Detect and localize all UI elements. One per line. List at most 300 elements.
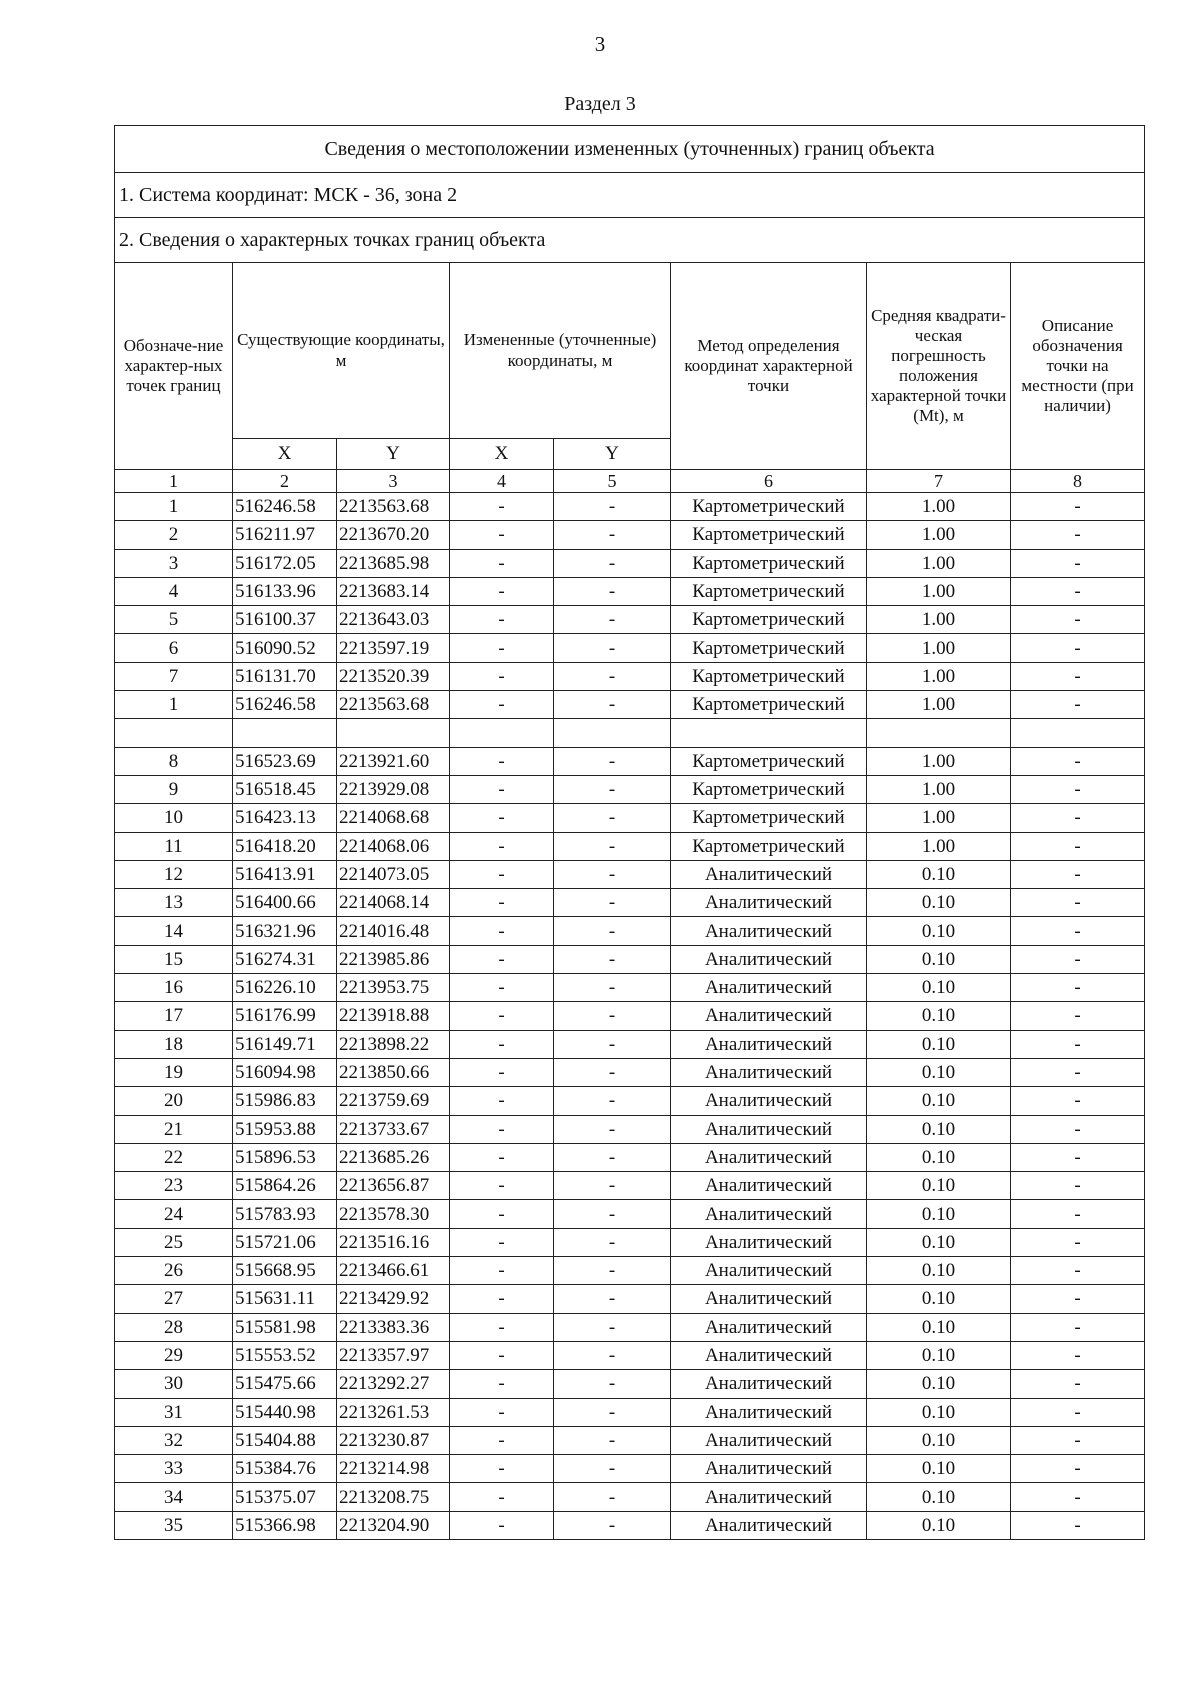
accuracy-mt-cell: 0.10: [867, 1200, 1011, 1228]
table-row: [115, 1002, 1145, 1030]
changed-y-cell: -: [554, 577, 671, 605]
method-cell: Картометрический: [671, 521, 867, 549]
changed-x-cell: -: [450, 1370, 554, 1398]
accuracy-mt-cell: 0.10: [867, 889, 1011, 917]
changed-x-cell: -: [450, 1313, 554, 1341]
accuracy-mt-cell: 0.10: [867, 1426, 1011, 1454]
description-cell: -: [1011, 1200, 1145, 1228]
accuracy-mt-cell: 1.00: [867, 662, 1011, 690]
description-cell: -: [1011, 634, 1145, 662]
description-cell: -: [1011, 1455, 1145, 1483]
table-row: [115, 577, 1145, 605]
table-row: [115, 804, 1145, 832]
changed-x-cell: -: [450, 549, 554, 577]
description-cell: -: [1011, 1511, 1145, 1539]
column-numbers-row: [115, 470, 1145, 493]
point-number-cell: 24: [115, 1200, 233, 1228]
description-cell: -: [1011, 1058, 1145, 1086]
description-cell: -: [1011, 549, 1145, 577]
existing-x-cell: 516211.97: [233, 521, 337, 549]
existing-y-cell: 2213204.90: [337, 1511, 450, 1539]
description-cell: -: [1011, 521, 1145, 549]
header-existing-coords: Существующие координаты, м: [233, 263, 450, 439]
existing-x-cell: 515440.98: [233, 1398, 337, 1426]
changed-y-cell: -: [554, 1426, 671, 1454]
table-row: [115, 1087, 1145, 1115]
description-cell: -: [1011, 493, 1145, 521]
description-cell: -: [1011, 1370, 1145, 1398]
existing-y-cell: 2213921.60: [337, 747, 450, 775]
empty-cell: [554, 719, 671, 747]
description-cell: -: [1011, 1143, 1145, 1171]
table-row: [115, 1483, 1145, 1511]
changed-x-cell: -: [450, 1398, 554, 1426]
accuracy-mt-cell: 0.10: [867, 1398, 1011, 1426]
header-changed-coords: Измененные (уточненные) координаты, м: [450, 263, 671, 439]
existing-y-cell: 2214073.05: [337, 860, 450, 888]
existing-x-cell: 516418.20: [233, 832, 337, 860]
changed-x-cell: -: [450, 1483, 554, 1511]
changed-y-cell: -: [554, 1200, 671, 1228]
changed-y-cell: -: [554, 1370, 671, 1398]
accuracy-mt-cell: 1.00: [867, 775, 1011, 803]
accuracy-mt-cell: 1.00: [867, 634, 1011, 662]
accuracy-mt-cell: 0.10: [867, 1313, 1011, 1341]
existing-x-cell: 516131.70: [233, 662, 337, 690]
changed-x-cell: -: [450, 1172, 554, 1200]
method-cell: Аналитический: [671, 1313, 867, 1341]
header-accuracy: Средняя квадрати-ческая погрешность положения характерной точки (Mt), м: [867, 263, 1011, 470]
accuracy-mt-cell: 0.10: [867, 1002, 1011, 1030]
description-cell: -: [1011, 1285, 1145, 1313]
changed-y-cell: -: [554, 1172, 671, 1200]
changed-x-cell: -: [450, 691, 554, 719]
description-cell: -: [1011, 1341, 1145, 1369]
method-cell: Аналитический: [671, 1370, 867, 1398]
existing-y-cell: 2213733.67: [337, 1115, 450, 1143]
empty-cell: [867, 719, 1011, 747]
method-cell: Аналитический: [671, 1285, 867, 1313]
method-cell: Аналитический: [671, 945, 867, 973]
existing-y-cell: 2213670.20: [337, 521, 450, 549]
changed-y-cell: -: [554, 1228, 671, 1256]
table-row: [115, 860, 1145, 888]
changed-x-cell: -: [450, 577, 554, 605]
existing-x-cell: 516400.66: [233, 889, 337, 917]
method-cell: Картометрический: [671, 662, 867, 690]
point-number-cell: 29: [115, 1341, 233, 1369]
accuracy-mt-cell: 0.10: [867, 1030, 1011, 1058]
existing-y-cell: 2213918.88: [337, 1002, 450, 1030]
description-cell: -: [1011, 1002, 1145, 1030]
table-row: [115, 974, 1145, 1002]
existing-y-cell: 2213685.98: [337, 549, 450, 577]
method-cell: Аналитический: [671, 1115, 867, 1143]
accuracy-mt-cell: 0.10: [867, 1115, 1011, 1143]
changed-y-cell: -: [554, 917, 671, 945]
page-number: 3: [594, 32, 606, 56]
table-row: [115, 662, 1145, 690]
existing-x-cell: 516133.96: [233, 577, 337, 605]
existing-x-cell: 516274.31: [233, 945, 337, 973]
method-cell: Аналитический: [671, 1087, 867, 1115]
table-row: [115, 775, 1145, 803]
changed-x-cell: -: [450, 1030, 554, 1058]
existing-y-cell: 2213520.39: [337, 662, 450, 690]
method-cell: Аналитический: [671, 1172, 867, 1200]
method-cell: Аналитический: [671, 1398, 867, 1426]
empty-cell: [1011, 719, 1145, 747]
header-method: Метод определения координат характерной точки: [671, 263, 867, 470]
changed-x-cell: -: [450, 775, 554, 803]
changed-y-cell: -: [554, 606, 671, 634]
changed-x-cell: -: [450, 747, 554, 775]
changed-y-cell: -: [554, 860, 671, 888]
existing-x-cell: 516423.13: [233, 804, 337, 832]
changed-y-cell: -: [554, 1030, 671, 1058]
existing-x-cell: 515864.26: [233, 1172, 337, 1200]
accuracy-mt-cell: 1.00: [867, 521, 1011, 549]
table-row: [115, 832, 1145, 860]
changed-x-cell: -: [450, 521, 554, 549]
description-cell: -: [1011, 606, 1145, 634]
description-cell: -: [1011, 662, 1145, 690]
point-number-cell: 13: [115, 889, 233, 917]
method-cell: Аналитический: [671, 1483, 867, 1511]
existing-x-cell: 516226.10: [233, 974, 337, 1002]
table-row: [115, 1370, 1145, 1398]
accuracy-mt-cell: 0.10: [867, 1172, 1011, 1200]
method-cell: Аналитический: [671, 860, 867, 888]
existing-y-cell: 2213985.86: [337, 945, 450, 973]
accuracy-mt-cell: 0.10: [867, 945, 1011, 973]
point-number-cell: 9: [115, 775, 233, 803]
section-label: Раздел 3: [564, 93, 636, 115]
point-number-cell: 23: [115, 1172, 233, 1200]
point-number-cell: 2: [115, 521, 233, 549]
existing-x-cell: 515553.52: [233, 1341, 337, 1369]
existing-y-cell: 2214068.68: [337, 804, 450, 832]
changed-x-cell: -: [450, 1285, 554, 1313]
point-number-cell: 1: [115, 691, 233, 719]
changed-x-cell: -: [450, 1455, 554, 1483]
existing-x-cell: 516176.99: [233, 1002, 337, 1030]
description-cell: -: [1011, 747, 1145, 775]
method-cell: Картометрический: [671, 606, 867, 634]
accuracy-mt-cell: 0.10: [867, 1511, 1011, 1539]
existing-x-cell: 515783.93: [233, 1200, 337, 1228]
changed-x-cell: -: [450, 917, 554, 945]
existing-x-cell: 515721.06: [233, 1228, 337, 1256]
changed-y-cell: -: [554, 662, 671, 690]
accuracy-mt-cell: 1.00: [867, 577, 1011, 605]
description-cell: -: [1011, 974, 1145, 1002]
existing-y-cell: 2213230.87: [337, 1426, 450, 1454]
description-cell: -: [1011, 1426, 1145, 1454]
changed-y-cell: -: [554, 974, 671, 1002]
changed-x-cell: -: [450, 804, 554, 832]
point-number-cell: 25: [115, 1228, 233, 1256]
method-cell: Картометрический: [671, 747, 867, 775]
existing-x-cell: 515475.66: [233, 1370, 337, 1398]
method-cell: Аналитический: [671, 1257, 867, 1285]
point-number-cell: 5: [115, 606, 233, 634]
changed-y-cell: -: [554, 521, 671, 549]
empty-cell: [337, 719, 450, 747]
changed-x-cell: -: [450, 889, 554, 917]
changed-y-cell: -: [554, 945, 671, 973]
accuracy-mt-cell: 1.00: [867, 747, 1011, 775]
method-cell: Аналитический: [671, 1455, 867, 1483]
table-row: [115, 1341, 1145, 1369]
point-number-cell: 21: [115, 1115, 233, 1143]
point-number-cell: 34: [115, 1483, 233, 1511]
table-row: [115, 1455, 1145, 1483]
table-row: [115, 889, 1145, 917]
method-cell: Аналитический: [671, 1143, 867, 1171]
point-number-cell: 31: [115, 1398, 233, 1426]
accuracy-mt-cell: 0.10: [867, 1228, 1011, 1256]
changed-y-cell: -: [554, 804, 671, 832]
column-number: 7: [867, 470, 1011, 493]
accuracy-mt-cell: 0.10: [867, 1058, 1011, 1086]
point-number-cell: 26: [115, 1257, 233, 1285]
changed-x-cell: -: [450, 1511, 554, 1539]
existing-x-cell: 515404.88: [233, 1426, 337, 1454]
header-description: Описание обозначения точки на местности (при наличии): [1011, 263, 1145, 470]
table-row: [115, 1285, 1145, 1313]
table-row: [115, 1398, 1145, 1426]
description-cell: -: [1011, 889, 1145, 917]
method-cell: Картометрический: [671, 634, 867, 662]
point-number-cell: 16: [115, 974, 233, 1002]
empty-cell: [450, 719, 554, 747]
header-changed-y: Y: [554, 439, 671, 470]
accuracy-mt-cell: 0.10: [867, 1341, 1011, 1369]
point-number-cell: 17: [115, 1002, 233, 1030]
changed-y-cell: -: [554, 1058, 671, 1086]
column-number: 6: [671, 470, 867, 493]
accuracy-mt-cell: 0.10: [867, 1087, 1011, 1115]
changed-x-cell: -: [450, 606, 554, 634]
description-cell: -: [1011, 804, 1145, 832]
point-number-cell: 6: [115, 634, 233, 662]
changed-y-cell: -: [554, 1115, 671, 1143]
existing-x-cell: 516523.69: [233, 747, 337, 775]
method-cell: Картометрический: [671, 804, 867, 832]
accuracy-mt-cell: 1.00: [867, 691, 1011, 719]
existing-y-cell: 2213383.36: [337, 1313, 450, 1341]
accuracy-mt-cell: 0.10: [867, 860, 1011, 888]
existing-y-cell: 2213597.19: [337, 634, 450, 662]
changed-y-cell: -: [554, 1398, 671, 1426]
changed-y-cell: -: [554, 1285, 671, 1313]
existing-x-cell: 516413.91: [233, 860, 337, 888]
description-cell: -: [1011, 1398, 1145, 1426]
description-cell: -: [1011, 1483, 1145, 1511]
existing-y-cell: 2213516.16: [337, 1228, 450, 1256]
table-row: [115, 1313, 1145, 1341]
existing-y-cell: 2214068.06: [337, 832, 450, 860]
existing-x-cell: 515375.07: [233, 1483, 337, 1511]
accuracy-mt-cell: 1.00: [867, 832, 1011, 860]
accuracy-mt-cell: 0.10: [867, 1455, 1011, 1483]
changed-x-cell: -: [450, 1228, 554, 1256]
changed-x-cell: -: [450, 634, 554, 662]
accuracy-mt-cell: 0.10: [867, 1143, 1011, 1171]
existing-x-cell: 516100.37: [233, 606, 337, 634]
changed-y-cell: -: [554, 1257, 671, 1285]
existing-y-cell: 2213898.22: [337, 1030, 450, 1058]
existing-y-cell: 2213850.66: [337, 1058, 450, 1086]
existing-x-cell: 515631.11: [233, 1285, 337, 1313]
table-row: [115, 1115, 1145, 1143]
changed-y-cell: -: [554, 493, 671, 521]
point-number-cell: 11: [115, 832, 233, 860]
point-number-cell: 8: [115, 747, 233, 775]
point-number-cell: 30: [115, 1370, 233, 1398]
point-number-cell: 15: [115, 945, 233, 973]
changed-x-cell: -: [450, 860, 554, 888]
description-cell: -: [1011, 691, 1145, 719]
point-number-cell: 22: [115, 1143, 233, 1171]
description-cell: -: [1011, 832, 1145, 860]
description-cell: -: [1011, 775, 1145, 803]
existing-x-cell: 515581.98: [233, 1313, 337, 1341]
column-number: 8: [1011, 470, 1145, 493]
empty-cell: [233, 719, 337, 747]
changed-x-cell: -: [450, 832, 554, 860]
point-number-cell: 12: [115, 860, 233, 888]
changed-x-cell: -: [450, 1200, 554, 1228]
accuracy-mt-cell: 0.10: [867, 974, 1011, 1002]
changed-x-cell: -: [450, 1257, 554, 1285]
changed-x-cell: -: [450, 974, 554, 1002]
method-cell: Аналитический: [671, 1030, 867, 1058]
point-number-cell: 1: [115, 493, 233, 521]
method-cell: Картометрический: [671, 832, 867, 860]
accuracy-mt-cell: 1.00: [867, 493, 1011, 521]
changed-x-cell: -: [450, 1426, 554, 1454]
table-row: [115, 549, 1145, 577]
existing-y-cell: 2214068.14: [337, 889, 450, 917]
existing-y-cell: 2213929.08: [337, 775, 450, 803]
existing-y-cell: 2213563.68: [337, 493, 450, 521]
description-cell: -: [1011, 1313, 1145, 1341]
existing-y-cell: 2213261.53: [337, 1398, 450, 1426]
changed-y-cell: -: [554, 691, 671, 719]
boundary-points-table: [114, 125, 1145, 1540]
header-point-designation: Обозначе-ние характер-ных точек границ: [115, 263, 233, 470]
column-number: 4: [450, 470, 554, 493]
changed-x-cell: -: [450, 1002, 554, 1030]
empty-cell: [115, 719, 233, 747]
method-cell: Аналитический: [671, 889, 867, 917]
changed-y-cell: -: [554, 1313, 671, 1341]
point-number-cell: 35: [115, 1511, 233, 1539]
accuracy-mt-cell: 0.10: [867, 917, 1011, 945]
point-number-cell: 20: [115, 1087, 233, 1115]
accuracy-mt-cell: 1.00: [867, 606, 1011, 634]
changed-x-cell: -: [450, 1143, 554, 1171]
changed-x-cell: -: [450, 945, 554, 973]
existing-y-cell: 2213429.92: [337, 1285, 450, 1313]
header-existing-y: Y: [337, 439, 450, 470]
existing-y-cell: 2213357.97: [337, 1341, 450, 1369]
table-row: [115, 945, 1145, 973]
method-cell: Картометрический: [671, 493, 867, 521]
existing-x-cell: 516172.05: [233, 549, 337, 577]
changed-y-cell: -: [554, 775, 671, 803]
point-number-cell: 10: [115, 804, 233, 832]
description-cell: -: [1011, 1030, 1145, 1058]
description-cell: -: [1011, 1257, 1145, 1285]
existing-x-cell: 515668.95: [233, 1257, 337, 1285]
table-title: Сведения о местоположении измененных (уточненных) границ объекта: [115, 126, 1145, 173]
table-row: [115, 521, 1145, 549]
existing-x-cell: 515896.53: [233, 1143, 337, 1171]
existing-y-cell: 2213578.30: [337, 1200, 450, 1228]
table-row: [115, 1172, 1145, 1200]
existing-y-cell: 2213466.61: [337, 1257, 450, 1285]
table-row: [115, 493, 1145, 521]
point-number-cell: 3: [115, 549, 233, 577]
existing-y-cell: 2213208.75: [337, 1483, 450, 1511]
changed-y-cell: -: [554, 1455, 671, 1483]
changed-y-cell: -: [554, 1483, 671, 1511]
accuracy-mt-cell: 0.10: [867, 1285, 1011, 1313]
description-cell: -: [1011, 860, 1145, 888]
point-number-cell: 4: [115, 577, 233, 605]
table-row: [115, 1426, 1145, 1454]
table-row: [115, 1511, 1145, 1539]
method-cell: Аналитический: [671, 1426, 867, 1454]
existing-x-cell: 516246.58: [233, 691, 337, 719]
point-number-cell: 7: [115, 662, 233, 690]
changed-y-cell: -: [554, 1341, 671, 1369]
existing-x-cell: 515953.88: [233, 1115, 337, 1143]
changed-x-cell: -: [450, 662, 554, 690]
point-number-cell: 14: [115, 917, 233, 945]
description-cell: -: [1011, 577, 1145, 605]
existing-x-cell: 516321.96: [233, 917, 337, 945]
table-row: [115, 1058, 1145, 1086]
table-row: [115, 747, 1145, 775]
changed-x-cell: -: [450, 1058, 554, 1086]
coordinate-system: 1. Система координат: МСК - 36, зона 2: [115, 173, 1145, 218]
existing-y-cell: 2213685.26: [337, 1143, 450, 1171]
description-cell: -: [1011, 1087, 1145, 1115]
changed-y-cell: -: [554, 832, 671, 860]
table-row: [115, 917, 1145, 945]
changed-y-cell: -: [554, 889, 671, 917]
method-cell: Аналитический: [671, 917, 867, 945]
changed-y-cell: -: [554, 634, 671, 662]
accuracy-mt-cell: 1.00: [867, 804, 1011, 832]
description-cell: -: [1011, 917, 1145, 945]
table-row: [115, 606, 1145, 634]
existing-y-cell: 2213656.87: [337, 1172, 450, 1200]
table-row: [115, 1257, 1145, 1285]
changed-y-cell: -: [554, 549, 671, 577]
column-number: 1: [115, 470, 233, 493]
point-number-cell: 32: [115, 1426, 233, 1454]
existing-x-cell: 515366.98: [233, 1511, 337, 1539]
table-row: [115, 1200, 1145, 1228]
method-cell: Аналитический: [671, 1200, 867, 1228]
existing-y-cell: 2213683.14: [337, 577, 450, 605]
method-cell: Аналитический: [671, 1002, 867, 1030]
